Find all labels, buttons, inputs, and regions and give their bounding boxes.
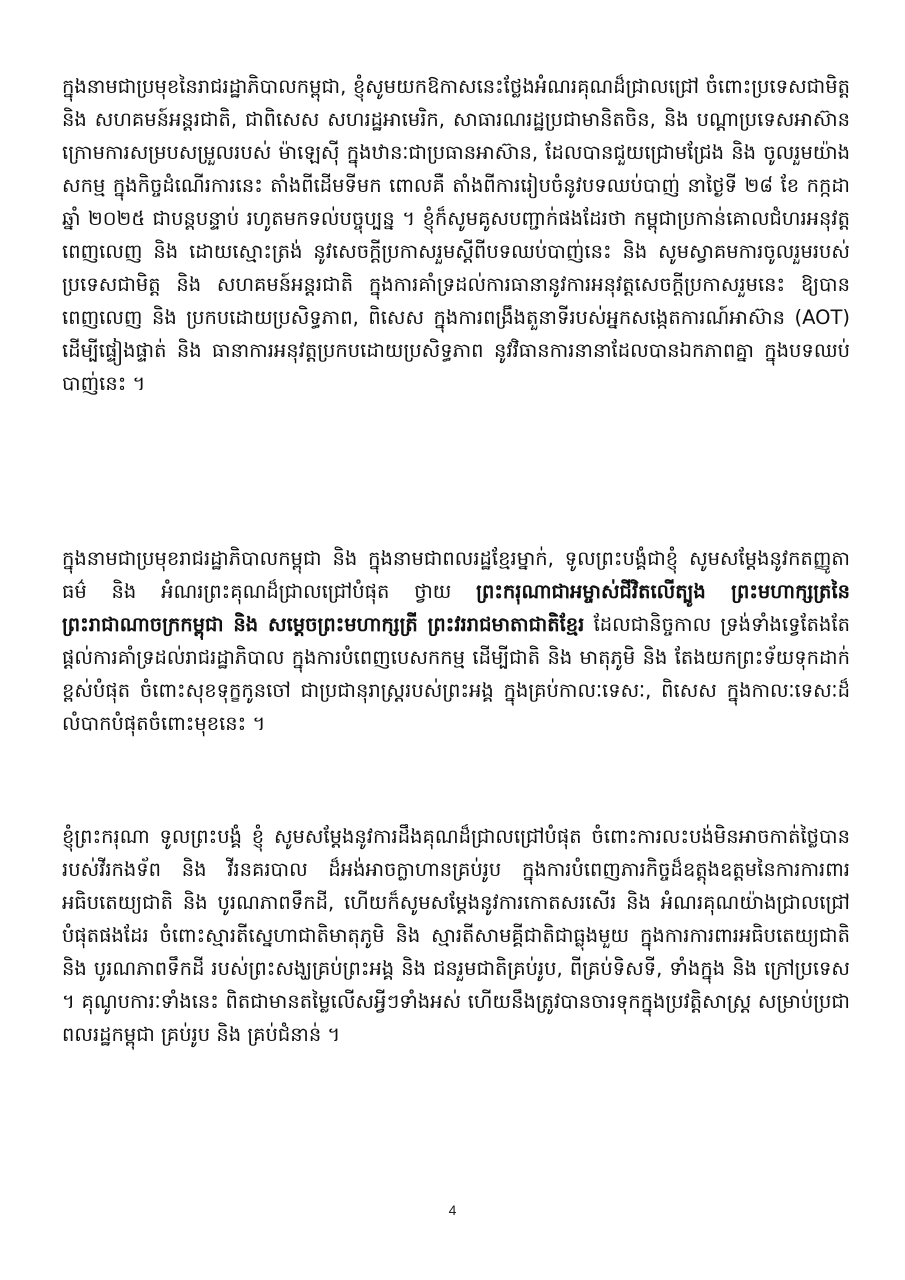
paragraph-1-text: ក្នុងនាមជាប្រមុខនៃរាជរដ្ឋាភិបាលកម្ពុជា, ខ្ញុំសូមយកឱកាសនេះថ្លែងអំណរគុណដ៏ជ្រាលជ្រៅ ចំពោះប្រទេសជាមិត្ត និង សហគមន៍អន្តរជាតិ, ជាពិសេស សហរដ្ឋអាមេរិក, សាធារណរដ្ឋប្រជាមានិតចិន, និង បណ្តាប្រទេសអាស៊ាន ក្រោមការសម្របសម្រួលរបស់ ម៉ាឡេស៊ី ក្នុងឋានៈជាប្រធានអាស៊ាន, ដែលបានជួយជ្រោមជ្រែង និង ចូលរួមយ៉ាងសកម្ម ក្នុងកិច្ចដំណើរការនេះ តាំងពីដើមទីមក ពោលគឺ តាំងពីការរៀបចំនូវបទឈប់បាញ់ នាថ្ងៃទី ២៨ ខែ កក្កដា ឆ្នាំ ២០២៥ ជាបន្តបន្ទាប់ រហូតមកទល់បច្ចុប្បន្ន ។ ខ្ញុំក៏សូមគូសបញ្ជាក់ផងដែរថា កម្ពុជាប្រកាន់គោលជំហរអនុវត្តពេញលេញ និង ដោយស្មោះត្រង់ នូវសេចក្តីប្រកាសរួមស្តីពីបទឈប់បាញ់នេះ និង សូមស្វាគមការចូលរួមរបស់ប្រទេសជាមិត្ត និង សហគមន៍អន្តរជាតិ ក្នុងការគាំទ្រដល់ការធានានូវការអនុវត្តសេចក្តីប្រកាសរួមនេះ ឱ្យបានពេញលេញ និង ប្រកបដោយប្រសិទ្ធភាព, ពិសេស ក្នុងការពង្រឹងតួនាទីរបស់អ្នកសង្កេតការណ៍អាស៊ាន (AOT) ដើម្បីផ្ទៀងផ្ទាត់ និង ធានាការអនុវត្តប្រកបដោយប្រសិទ្ធភាព នូវវិធានការនានាដែលបានឯកភាពគ្នា ក្នុងបទឈប់បាញ់នេះ ។ [62, 75, 850, 395]
paragraph-2-text-end: ដែលជានិច្ចកាល ទ្រង់ទាំងទ្វេតែងតែផ្តល់ការគាំទ្រដល់រាជរដ្ឋាភិបាល ក្នុងការបំពេញបេសកកម្ម ដើម្បីជាតិ និង មាតុភូមិ និង តែងយកព្រះទ័យទុកដាក់ខ្ពស់បំផុត ចំពោះសុខទុក្ខកូនចៅ ជាប្រជានុរាស្ត្ររបស់ព្រះអង្គ ក្នុងគ្រប់កាលៈទេសៈ, ពិសេស ក្នុងកាលៈទេសៈដ៏លំបាកបំផុតចំពោះមុខនេះ ។ [62, 613, 851, 735]
paragraph-1 [62, 70, 850, 400]
paragraph-2-text-start: ក្នុងនាមជាប្រមុខរាជរដ្ឋាភិបាលកម្ពុជា និង ក្នុងនាមជាពលរដ្ឋខ្មែរម្នាក់, ទូលព្រះបង្គំជាខ្ញុំ សូមសម្តែងនូវកតញ្ញូតាធម៌ និង អំណរព្រះគុណដ៏ជ្រាលជ្រៅបំផុត ថ្វាយ [62, 547, 850, 603]
paragraph-2 [62, 542, 850, 740]
paragraph-3 [62, 820, 850, 1051]
paragraph-3-text: ខ្ញុំព្រះករុណា ទូលព្រះបង្គំ ខ្ញុំ សូមសម្តែងនូវការដឹងគុណដ៏ជ្រាលជ្រៅបំផុត ចំពោះការលះបង់មិនអាចកាត់ថ្លៃបាន របស់វីរកងទ័ព និង វីរនគរបាល ដ៏អង់អាចក្លាហានគ្រប់រូប ក្នុងការបំពេញភារកិច្ចដ៏ឧត្តុងឧត្តមនៃការការពារអធិបតេយ្យជាតិ និង បូរណភាពទឹកដី, ហើយក៏សូមសម្តែងនូវការកោតសរសើរ និង អំណរគុណយ៉ាងជ្រាលជ្រៅបំផុតផងដែរ ចំពោះស្មារតីស្នេហាជាតិមាតុភូមិ និង ស្មារតីសាមគ្គីជាតិជាធ្លុងមួយ ក្នុងការការពារអធិបតេយ្យជាតិ និង បូរណភាពទឹកដី របស់ព្រះសង្ឃគ្រប់ព្រះអង្គ និង ជនរួមជាតិគ្រប់រូប, ពីគ្រប់ទិសទី, ទាំងក្នុង និង ក្រៅប្រទេស ។ គុណូបការៈទាំងនេះ ពិតជាមានតម្លៃលើសអ្វីៗទាំងអស់ ហើយនឹងត្រូវបានចារទុកក្នុងប្រវត្តិសាស្ត្រ សម្រាប់ប្រជាពលរដ្ឋកម្ពុជា គ្រប់រូប និង គ្រប់ជំនាន់ ។ [62, 825, 850, 1046]
page-number: 4 [448, 1202, 457, 1218]
royal-titles-bold-text: ព្រះករុណាជាអម្ចាស់ជីវិតលើត្បូង ព្រះមហាក្សត្រនៃ ព្រះរាជាណាចក្រកម្ពុជា និង សម្តេចព្រះមហាក្សត្រី ព្រះវររាជមាតាជាតិខ្មែរ [62, 580, 851, 636]
